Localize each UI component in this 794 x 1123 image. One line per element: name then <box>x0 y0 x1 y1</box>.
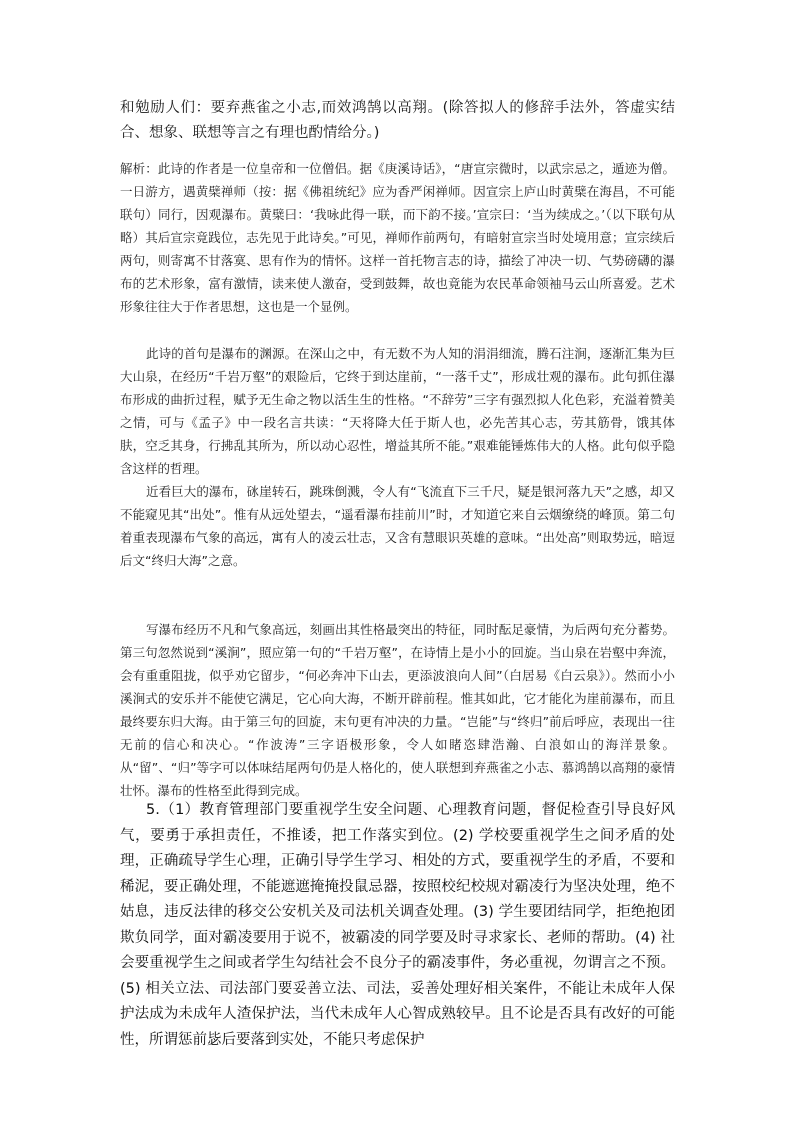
analysis-second-line-paragraph: 近看巨大的瀑布，砯崖转石，跳珠倒溅，令人有“飞流直下三千尺，疑是银河落九天”之感，却又不能窥见其“出处”。惟有从远处望去，“遥看瀑布挂前川”时，才知道它来自云烟缭绕的峰顶。第二句着重表现瀑布气象的高远，寓有人的凌云壮志，又含有慧眼识英雄的意味。“出处高”则取势远，暗逗后文“终归大海”之意。 <box>120 484 675 568</box>
question-5-answer-paragraph: 5.（1）教育管理部门要重视学生安全问题、心理教育问题，督促检查引导良好风气，要勇于承担责任，不推诿，把工作落实到位。(2) 学校要重视学生之间矛盾的处理，正确疏导学生心理，正确引导学生学习、相处的方式，要重视学生的矛盾，不要和稀泥，要正确处理，不能遮遮掩掩投鼠忌器，按照校纪校规对霸凌行为坚决处理，绝不姑息，违反法律的移交公安机关及司法机关调查处理。(3) 学生要团结同学，拒绝抱团欺负同学，面对霸凌要用于说不，被霸凌的同学要及时寻求家长、老师的帮助。(4) 社会要重视学生之间或者学生勾结社会不良分子的霸凌事件，务必重视，勿谓言之不预。(5) 相关立法、司法部门要妥善立法、司法，妥善处理好相关案件，不能让未成年人保护法成为未成年人渣保护法，当代未成年人心智成熟较早。且不论是否具有改好的可能性，所谓惩前毖后要落到实处，不能只考虑保护 <box>120 802 675 1048</box>
analysis-first-line-paragraph: 此诗的首句是瀑布的渊源。在深山之中，有无数不为人知的涓涓细流，腾石注涧，逐渐汇集为巨大山泉，在经历“千岩万壑”的艰险后，它终于到达崖前，“一落千丈”，形成壮观的瀑布。此句抓住瀑布形成的曲折过程，赋予无生命之物以活生生的性格。“不辞劳”三字有强烈拟人化色彩，充溢着赞美之情，可与《孟子》中一段名言共读：“天将降大任于斯人也，必先苦其心志，劳其筋骨，饿其体肤，空乏其身，行拂乱其所为，所以动心忍性，增益其所不能。”艰难能锤炼伟大的人格。此句似乎隐含这样的哲理。 <box>120 346 675 476</box>
analysis-ending-paragraph: 写瀑布经历不凡和气象高远，刻画出其性格最突出的特征，同时酝足豪情，为后两句充分蓄势。第三句忽然说到“溪涧”，照应第一句的“千岩万壑”，在诗情上是小小的回旋。当山泉在岩壑中奔流，会有重重阻拢，似乎劝它留步，“何必奔冲下山去，更添波浪向人间”（白居易《白云泉》）。然而小小溪涧式的安乐并不能使它满足，它心向大海，不断开辟前程。惟其如此，它才能化为崖前瀑布，而且最终要东归大海。由于第三句的回旋，末句更有冲决的力量。“岂能”与“终归”前后呼应，表现出一往无前的信心和决心。“作波涛”三字语极形象，令人如睹恣肆浩瀚、白浪如山的海洋景象。从“留”、“归”等字可以体味结尾两句仍是人格化的，使人联想到弃燕雀之小志、慕鸿鹄以高翔的豪情壮怀。瀑布的性格至此得到完成。 <box>120 622 675 798</box>
intro-answer-paragraph: 和勉励人们：要弃燕雀之小志,而效鸿鹄以高翔。(除答拟人的修辞手法外，答虚实结合、想象、联想等言之有理也酌情给分。) <box>120 100 675 141</box>
analysis-paragraph: 解析：此诗的作者是一位皇帝和一位僧侣。据《庚溪诗话》，“唐宣宗微时，以武宗忌之，遁迹为僧。一日游方，遇黄檗禅师（按：据《佛祖统纪》应为香严闲禅师。因宣宗上庐山时黄檗在海昌，不可能联句）同行，因观瀑布。黄檗曰：‘我咏此得一联，而下韵不接。’宣宗曰：‘当为续成之。’（以下联句从略）其后宣宗竟践位，志先见于此诗矣。”可见，禅师作前两句，有暗射宣宗当时处境用意；宣宗续后两句，则寄寓不甘落寞、思有作为的情怀。这样一首托物言志的诗，描绘了冲决一切、气势磅礴的瀑布的艺术形象，富有激情，读来使人激奋，受到鼓舞，故也竟能为农民革命领袖马云山所喜爱。艺术形象往往大于作者思想，这也是一个显例。 <box>120 161 675 314</box>
